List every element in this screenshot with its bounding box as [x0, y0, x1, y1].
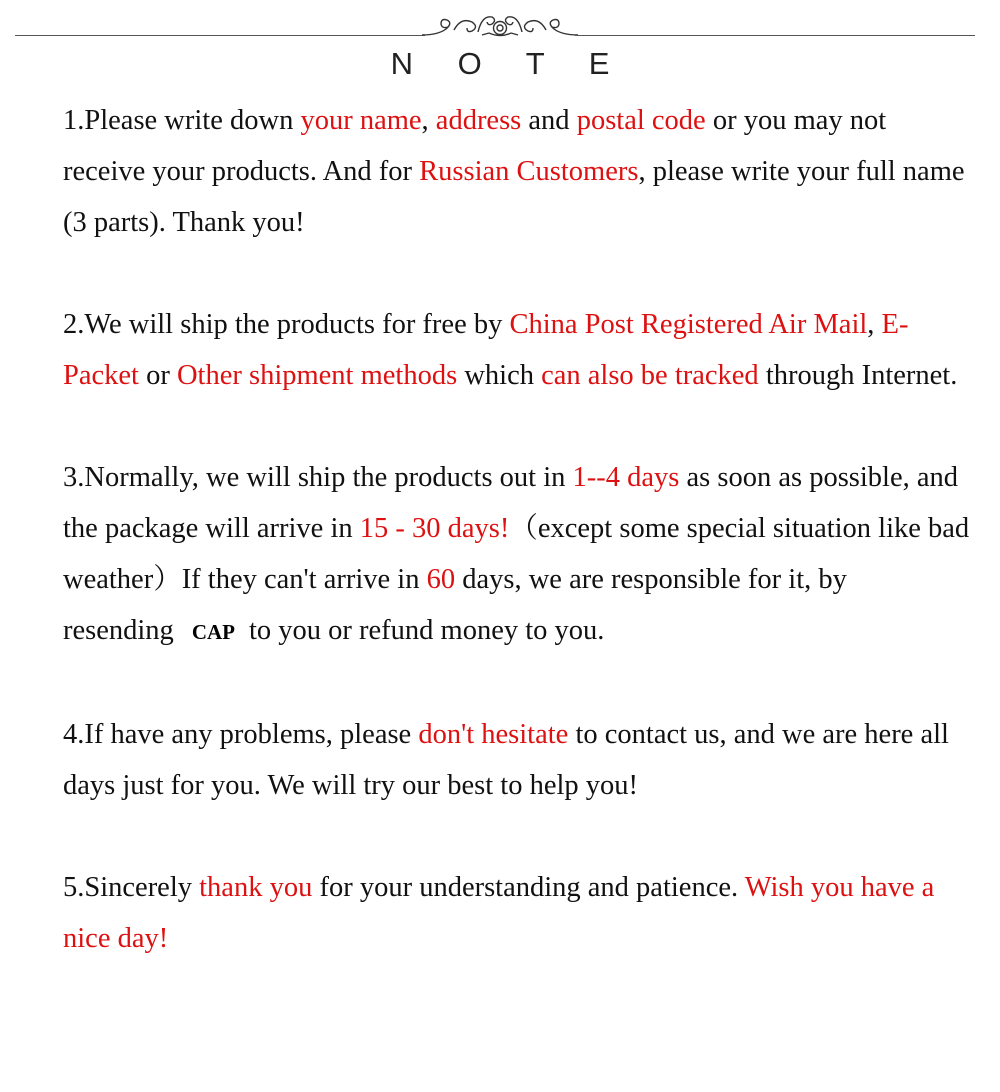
note-text: 4.If have any problems, please: [63, 719, 419, 750]
header-rule-left: [15, 35, 425, 36]
highlighted-text: don't hesitate: [418, 719, 569, 750]
note-text: and: [521, 105, 577, 136]
note-text: to contact us, and we are here all days just for you. We will try our best to help you!: [63, 719, 949, 801]
product-name: CAP: [191, 620, 235, 644]
highlighted-text: postal code: [576, 105, 706, 136]
highlighted-text: 1--4 days: [572, 462, 680, 493]
note-header: [0, 0, 1000, 90]
note-text: or: [138, 360, 177, 391]
header-rule-right: [575, 35, 975, 36]
note-text: 3.Normally, we will ship the products out in: [63, 462, 573, 493]
note-item-5: [63, 862, 973, 964]
note-text: for your understanding and patience.: [312, 872, 745, 903]
highlighted-text: Russian Customers: [419, 156, 639, 187]
note-text: through Internet.: [758, 360, 958, 391]
highlighted-text: China Post Registered Air Mail: [509, 309, 868, 340]
highlighted-text: address: [435, 105, 522, 136]
notes-list: [63, 95, 973, 964]
note-text: 2.We will ship the products for free by: [63, 309, 510, 340]
note-text: 5.Sincerely: [63, 872, 200, 903]
highlighted-text: 15 - 30 days!: [359, 513, 510, 544]
highlighted-text: Other shipment methods: [176, 360, 458, 391]
note-item-1: [63, 95, 973, 248]
highlighted-text: thank you: [199, 872, 313, 903]
note-text: , please write your full name (3 parts). Thank you!: [63, 156, 965, 238]
highlighted-text: Wish you have a nice day!: [63, 872, 935, 954]
highlighted-text: E-Packet: [63, 309, 909, 391]
note-item-2: [63, 299, 973, 401]
note-text: which: [457, 360, 542, 391]
flourish-ornament-icon: [420, 8, 580, 42]
note-text: as soon as possible, and the package will arrive in: [63, 462, 959, 544]
page-title: N O T E: [390, 46, 628, 81]
highlighted-text: 60: [426, 564, 456, 595]
note-item-4: [63, 709, 973, 811]
highlighted-text: can also be tracked: [541, 360, 759, 391]
note-text: to you or refund money to you.: [248, 615, 605, 646]
note-text: （except some special situation like bad weather）If they can't arrive in: [63, 513, 970, 595]
note-text: 1.Please write down: [63, 105, 301, 136]
note-text: ,: [867, 309, 882, 340]
note-text: ,: [421, 105, 436, 136]
note-text: or you may not receive your products. And for: [63, 105, 887, 187]
note-item-3: [63, 452, 973, 658]
note-text: days, we are responsible for it, by resending: [63, 564, 847, 646]
highlighted-text: your name: [300, 105, 422, 136]
